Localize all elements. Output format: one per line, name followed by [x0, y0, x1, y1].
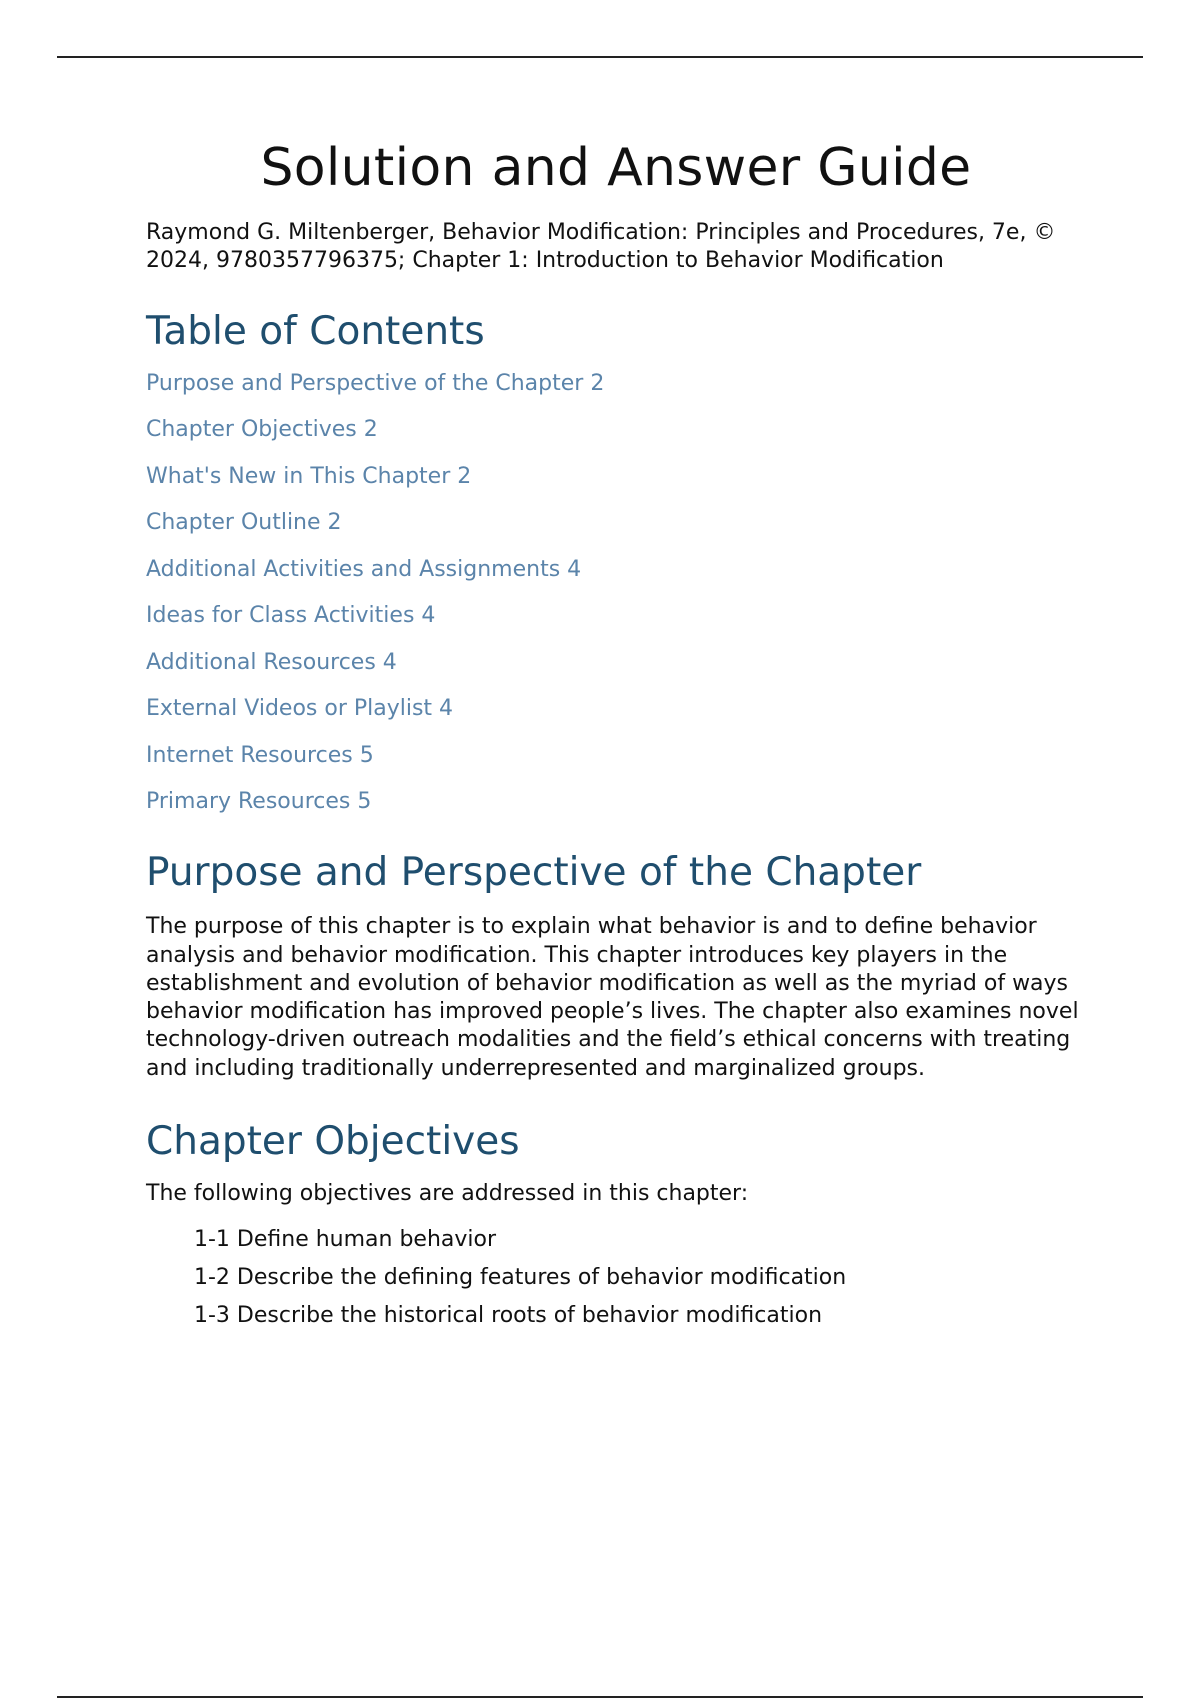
toc-link-primary-resources[interactable]: Primary Resources 5: [146, 789, 372, 815]
objectives-intro: The following objectives are addressed in this chapter:: [146, 1180, 749, 1206]
toc-link-purpose[interactable]: Purpose and Perspective of the Chapter 2: [146, 370, 605, 396]
document-title: Solution and Answer Guide: [260, 138, 972, 198]
toc-heading: Table of Contents: [146, 309, 485, 355]
objective-item: 1-1 Define human behavior: [194, 1226, 497, 1252]
bottom-rule: [57, 1696, 1143, 1698]
toc-link-additional-resources[interactable]: Additional Resources 4: [146, 649, 397, 675]
toc-link-objectives[interactable]: Chapter Objectives 2: [146, 417, 378, 443]
toc-link-activities-assignments[interactable]: Additional Activities and Assignments 4: [146, 556, 582, 582]
toc-link-external-videos[interactable]: External Videos or Playlist 4: [146, 696, 454, 722]
page-content: [146, 140, 1086, 1340]
toc-list: [146, 370, 1086, 817]
objectives-list: [194, 1226, 1086, 1330]
toc-link-class-activities[interactable]: Ideas for Class Activities 4: [146, 603, 436, 629]
objective-item: 1-3 Describe the historical roots of behavior modification: [194, 1302, 823, 1328]
top-rule: [57, 56, 1143, 58]
document-subtitle: Raymond G. Miltenberger, Behavior Modification: Principles and Procedures, 7e, © 2024, 9780357796375; Chapter 1: Introduction to Behavior Modification: [146, 220, 1056, 274]
toc-link-outline[interactable]: Chapter Outline 2: [146, 510, 342, 536]
objective-item: 1-2 Describe the defining features of behavior modification: [194, 1264, 847, 1290]
purpose-heading: Purpose and Perspective of the Chapter: [146, 850, 922, 896]
toc-link-whats-new[interactable]: What's New in This Chapter 2: [146, 463, 472, 489]
toc-link-internet-resources[interactable]: Internet Resources 5: [146, 742, 374, 768]
purpose-paragraph: The purpose of this chapter is to explain what behavior is and to define behavior analysis and behavior modification. This chapter introduces key players in the establishment and evolution of behavior modification as well as the myriad of ways behavior modification has improved people’s lives. The chapter also examines novel technology-driven outreach modalities and the field’s ethical concerns with treating and including traditionally underrepresented and marginalized groups.: [146, 914, 1079, 1081]
objectives-heading: Chapter Objectives: [146, 1119, 520, 1165]
